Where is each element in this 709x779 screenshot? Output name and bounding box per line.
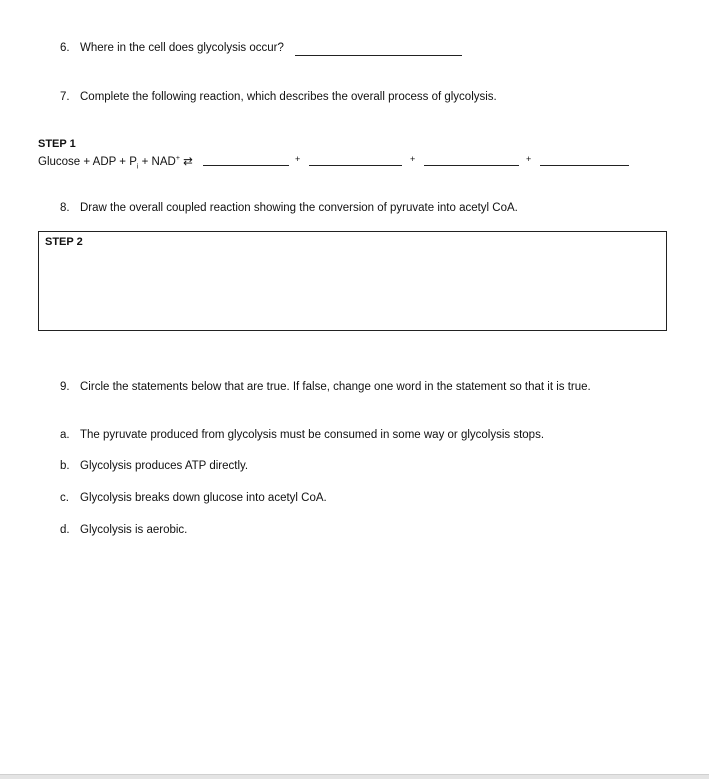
statement-text[interactable]: Glycolysis breaks down glucose into acetyl CoA.: [80, 492, 327, 504]
step-1-label: STEP 1: [38, 138, 76, 150]
question-7-number: 7.: [60, 91, 70, 103]
reaction-reactants: Glucose + ADP + P: [38, 156, 137, 168]
pi-subscript: i: [136, 163, 139, 171]
nad-superscript: +: [175, 155, 180, 163]
step-2-answer-box[interactable]: [38, 231, 667, 331]
statement-letter: a.: [60, 429, 70, 441]
product-blank-3[interactable]: [424, 165, 519, 166]
product-blank-1[interactable]: [203, 165, 289, 166]
plus-sign-1: +: [295, 154, 301, 164]
reaction-nad: + NAD: [138, 156, 176, 168]
statement-letter: c.: [60, 492, 69, 504]
statement-text[interactable]: Glycolysis is aerobic.: [80, 524, 188, 536]
product-blank-4[interactable]: [540, 165, 629, 166]
statement-text[interactable]: The pyruvate produced from glycolysis must be consumed in some way or glycolysis stops.: [80, 429, 545, 441]
question-9-text: Circle the statements below that are true. If false, change one word in the statement so that it is true.: [80, 381, 591, 393]
question-6-text: Where in the cell does glycolysis occur?: [80, 42, 284, 54]
product-blank-2[interactable]: [309, 165, 402, 166]
question-8-number: 8.: [60, 202, 70, 214]
question-9-number: 9.: [60, 381, 70, 393]
statement-letter: b.: [60, 460, 70, 472]
page-bottom-edge: [0, 774, 709, 779]
question-7-text: Complete the following reaction, which describes the overall process of glycolysis.: [80, 91, 497, 103]
question-8-text: Draw the overall coupled reaction showing the conversion of pyruvate into acetyl CoA.: [80, 202, 518, 214]
question-6-answer-blank[interactable]: [295, 55, 462, 56]
step-1-reaction: [38, 154, 193, 170]
step-2-label: STEP 2: [45, 236, 83, 248]
question-6-number: 6.: [60, 42, 70, 54]
statement-letter: d.: [60, 524, 70, 536]
statement-text[interactable]: Glycolysis produces ATP directly.: [80, 460, 249, 472]
reversible-arrow-icon: ⇄: [183, 156, 193, 168]
plus-sign-2: +: [410, 154, 416, 164]
plus-sign-3: +: [526, 154, 532, 164]
